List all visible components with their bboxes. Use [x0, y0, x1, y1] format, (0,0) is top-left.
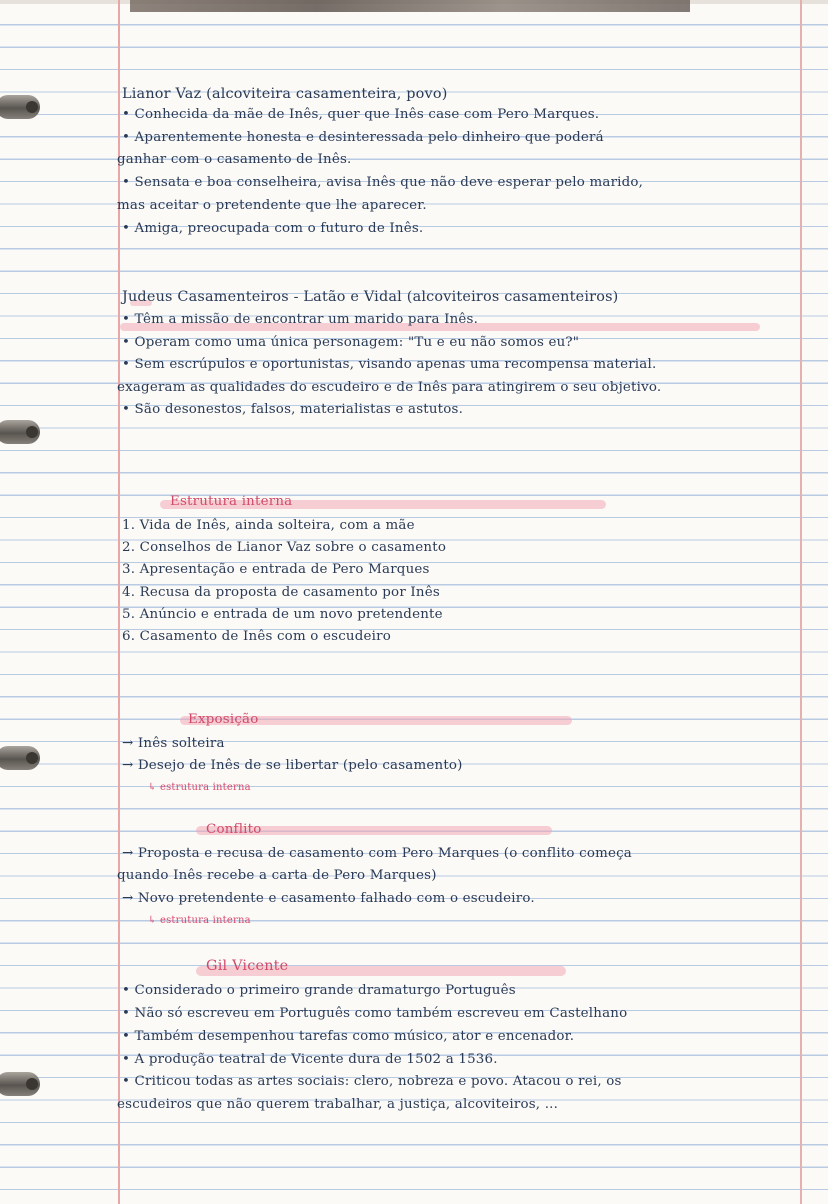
- note-line: • A produção teatral de Vicente dura de 1502 a 1536.: [122, 1052, 498, 1067]
- list-item: 2. Conselhos de Lianor Vaz sobre o casamento: [122, 540, 447, 555]
- note-line: → Proposta e recusa de casamento com Pero Marques (o conflito começa: [122, 846, 632, 861]
- note-line: quando Inês recebe a carta de Pero Marques): [117, 868, 437, 883]
- note-line: escudeiros que não querem trabalhar, a justiça, alcoviteiros, ...: [117, 1097, 559, 1112]
- note-line: • Aparentemente honesta e desinteressada pelo dinheiro que poderá: [122, 130, 604, 145]
- note-line: • Também desempenhou tarefas como músico, ator e encenador.: [122, 1029, 575, 1044]
- list-item: 6. Casamento de Inês com o escudeiro: [122, 629, 391, 644]
- note-line: • Não só escreveu em Português como também escreveu em Castelhano: [122, 1006, 628, 1021]
- list-item: → Inês solteira: [122, 736, 225, 751]
- list-item: → Desejo de Inês de se libertar (pelo casamento): [122, 758, 463, 773]
- heading-judeus: Judeus Casamenteiros - Latão e Vidal (alcoviteiros casamenteiros): [122, 289, 619, 305]
- list-item: 5. Anúncio e entrada de um novo pretendente: [122, 607, 443, 622]
- heading-estrutura-interna: Estrutura interna: [170, 494, 293, 509]
- note-line: • Conhecida da mãe de Inês, quer que Inês case com Pero Marques.: [122, 107, 600, 122]
- note-line: → Novo pretendente e casamento falhado com o escudeiro.: [122, 891, 535, 906]
- note-line: • Amiga, preocupada com o futuro de Inês.: [122, 221, 424, 236]
- note-small: ↳ estrutura interna: [148, 915, 251, 926]
- heading-lianor-vaz: Lianor Vaz (alcoviteira casamenteira, povo): [122, 86, 448, 102]
- note-small: ↳ estrutura interna: [148, 782, 251, 793]
- note-line: mas aceitar o pretendente que lhe aparecer.: [117, 198, 427, 213]
- note-line: • Sensata e boa conselheira, avisa Inês que não deve esperar pelo marido,: [122, 175, 644, 190]
- heading-conflito: Conflito: [206, 822, 262, 837]
- note-line: exageram as qualidades do escudeiro e de Inês para atingirem o seu objetivo.: [117, 380, 662, 395]
- list-item: 4. Recusa da proposta de casamento por Inês: [122, 585, 440, 600]
- list-item: 1. Vida de Inês, ainda solteira, com a mãe: [122, 518, 415, 533]
- note-line: • Operam como uma única personagem: "Tu e eu não somos eu?": [122, 335, 580, 350]
- note-line: ganhar com o casamento de Inês.: [117, 152, 352, 167]
- note-line: • Criticou todas as artes sociais: clero, nobreza e povo. Atacou o rei, os: [122, 1074, 622, 1089]
- heading-exposicao: Exposição: [188, 712, 259, 727]
- list-item: 3. Apresentação e entrada de Pero Marques: [122, 562, 430, 577]
- note-line: • Sem escrúpulos e oportunistas, visando apenas uma recompensa material.: [122, 357, 657, 372]
- note-line: • Têm a missão de encontrar um marido para Inês.: [122, 312, 479, 327]
- heading-gil-vicente: Gil Vicente: [206, 958, 289, 974]
- note-line: • Considerado o primeiro grande dramaturgo Português: [122, 983, 516, 998]
- note-line: • São desonestos, falsos, materialistas e astutos.: [122, 402, 464, 417]
